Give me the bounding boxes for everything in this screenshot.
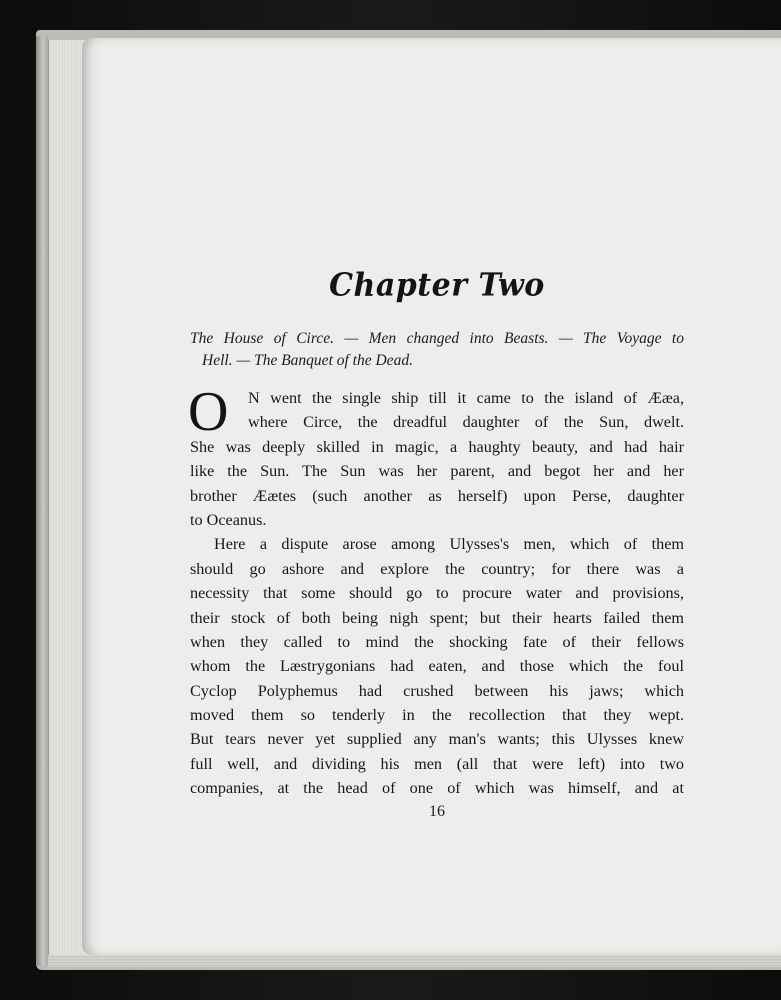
drop-cap: O: [188, 381, 229, 443]
text-line: companies, at the head of one of which was himself, and at: [190, 779, 684, 798]
page-stack-bottom: [48, 955, 781, 967]
text-line: whom the Læstrygonians had eaten, and those which the foul: [190, 657, 684, 676]
page-number: 16: [429, 803, 445, 820]
text-line: She was deeply skilled in magic, a haughty beauty, and had hair: [190, 437, 684, 456]
chapter-summary: [190, 328, 684, 372]
summary-line: Hell. — The Banquet of the Dead.: [202, 352, 413, 369]
text-line: Here a dispute arose among Ulysses's men, which of them: [214, 535, 684, 554]
text-line: necessity that some should go to procure water and provisions,: [190, 584, 684, 603]
text-line: But tears never yet supplied any man's wants; this Ulysses knew: [190, 730, 684, 749]
book-spine: [36, 36, 48, 966]
summary-line: The House of Circe. — Men changed into Beasts. — The Voyage to: [190, 330, 684, 347]
paragraph-1: [188, 381, 684, 532]
text-line: should go ashore and explore the country; for there was a: [190, 559, 684, 578]
chapter-title: Chapter Two: [329, 267, 545, 304]
text-line: Cyclop Polyphemus had crushed between his jaws; which: [190, 681, 684, 700]
body-text: [188, 381, 684, 801]
text-line: N went the single ship till it came to the island of Ææa,: [248, 389, 684, 407]
paragraph-2: [190, 532, 684, 800]
text-line: brother Æætes (such another as herself) upon Perse, daughter: [190, 486, 684, 505]
text-line: their stock of both being nigh spent; but their hearts failed them: [190, 608, 684, 627]
text-line: when they called to mind the shocking fate of their fellows: [190, 632, 684, 651]
text-line: where Circe, the dreadful daughter of the Sun, dwelt.: [248, 413, 684, 432]
text-line: moved them so tenderly in the recollection that they wept.: [190, 706, 684, 725]
text-line: to Oceanus.: [190, 510, 267, 529]
text-line: full well, and dividing his men (all that were left) into two: [190, 754, 684, 773]
text-line: like the Sun. The Sun was her parent, and begot her and her: [190, 462, 684, 481]
